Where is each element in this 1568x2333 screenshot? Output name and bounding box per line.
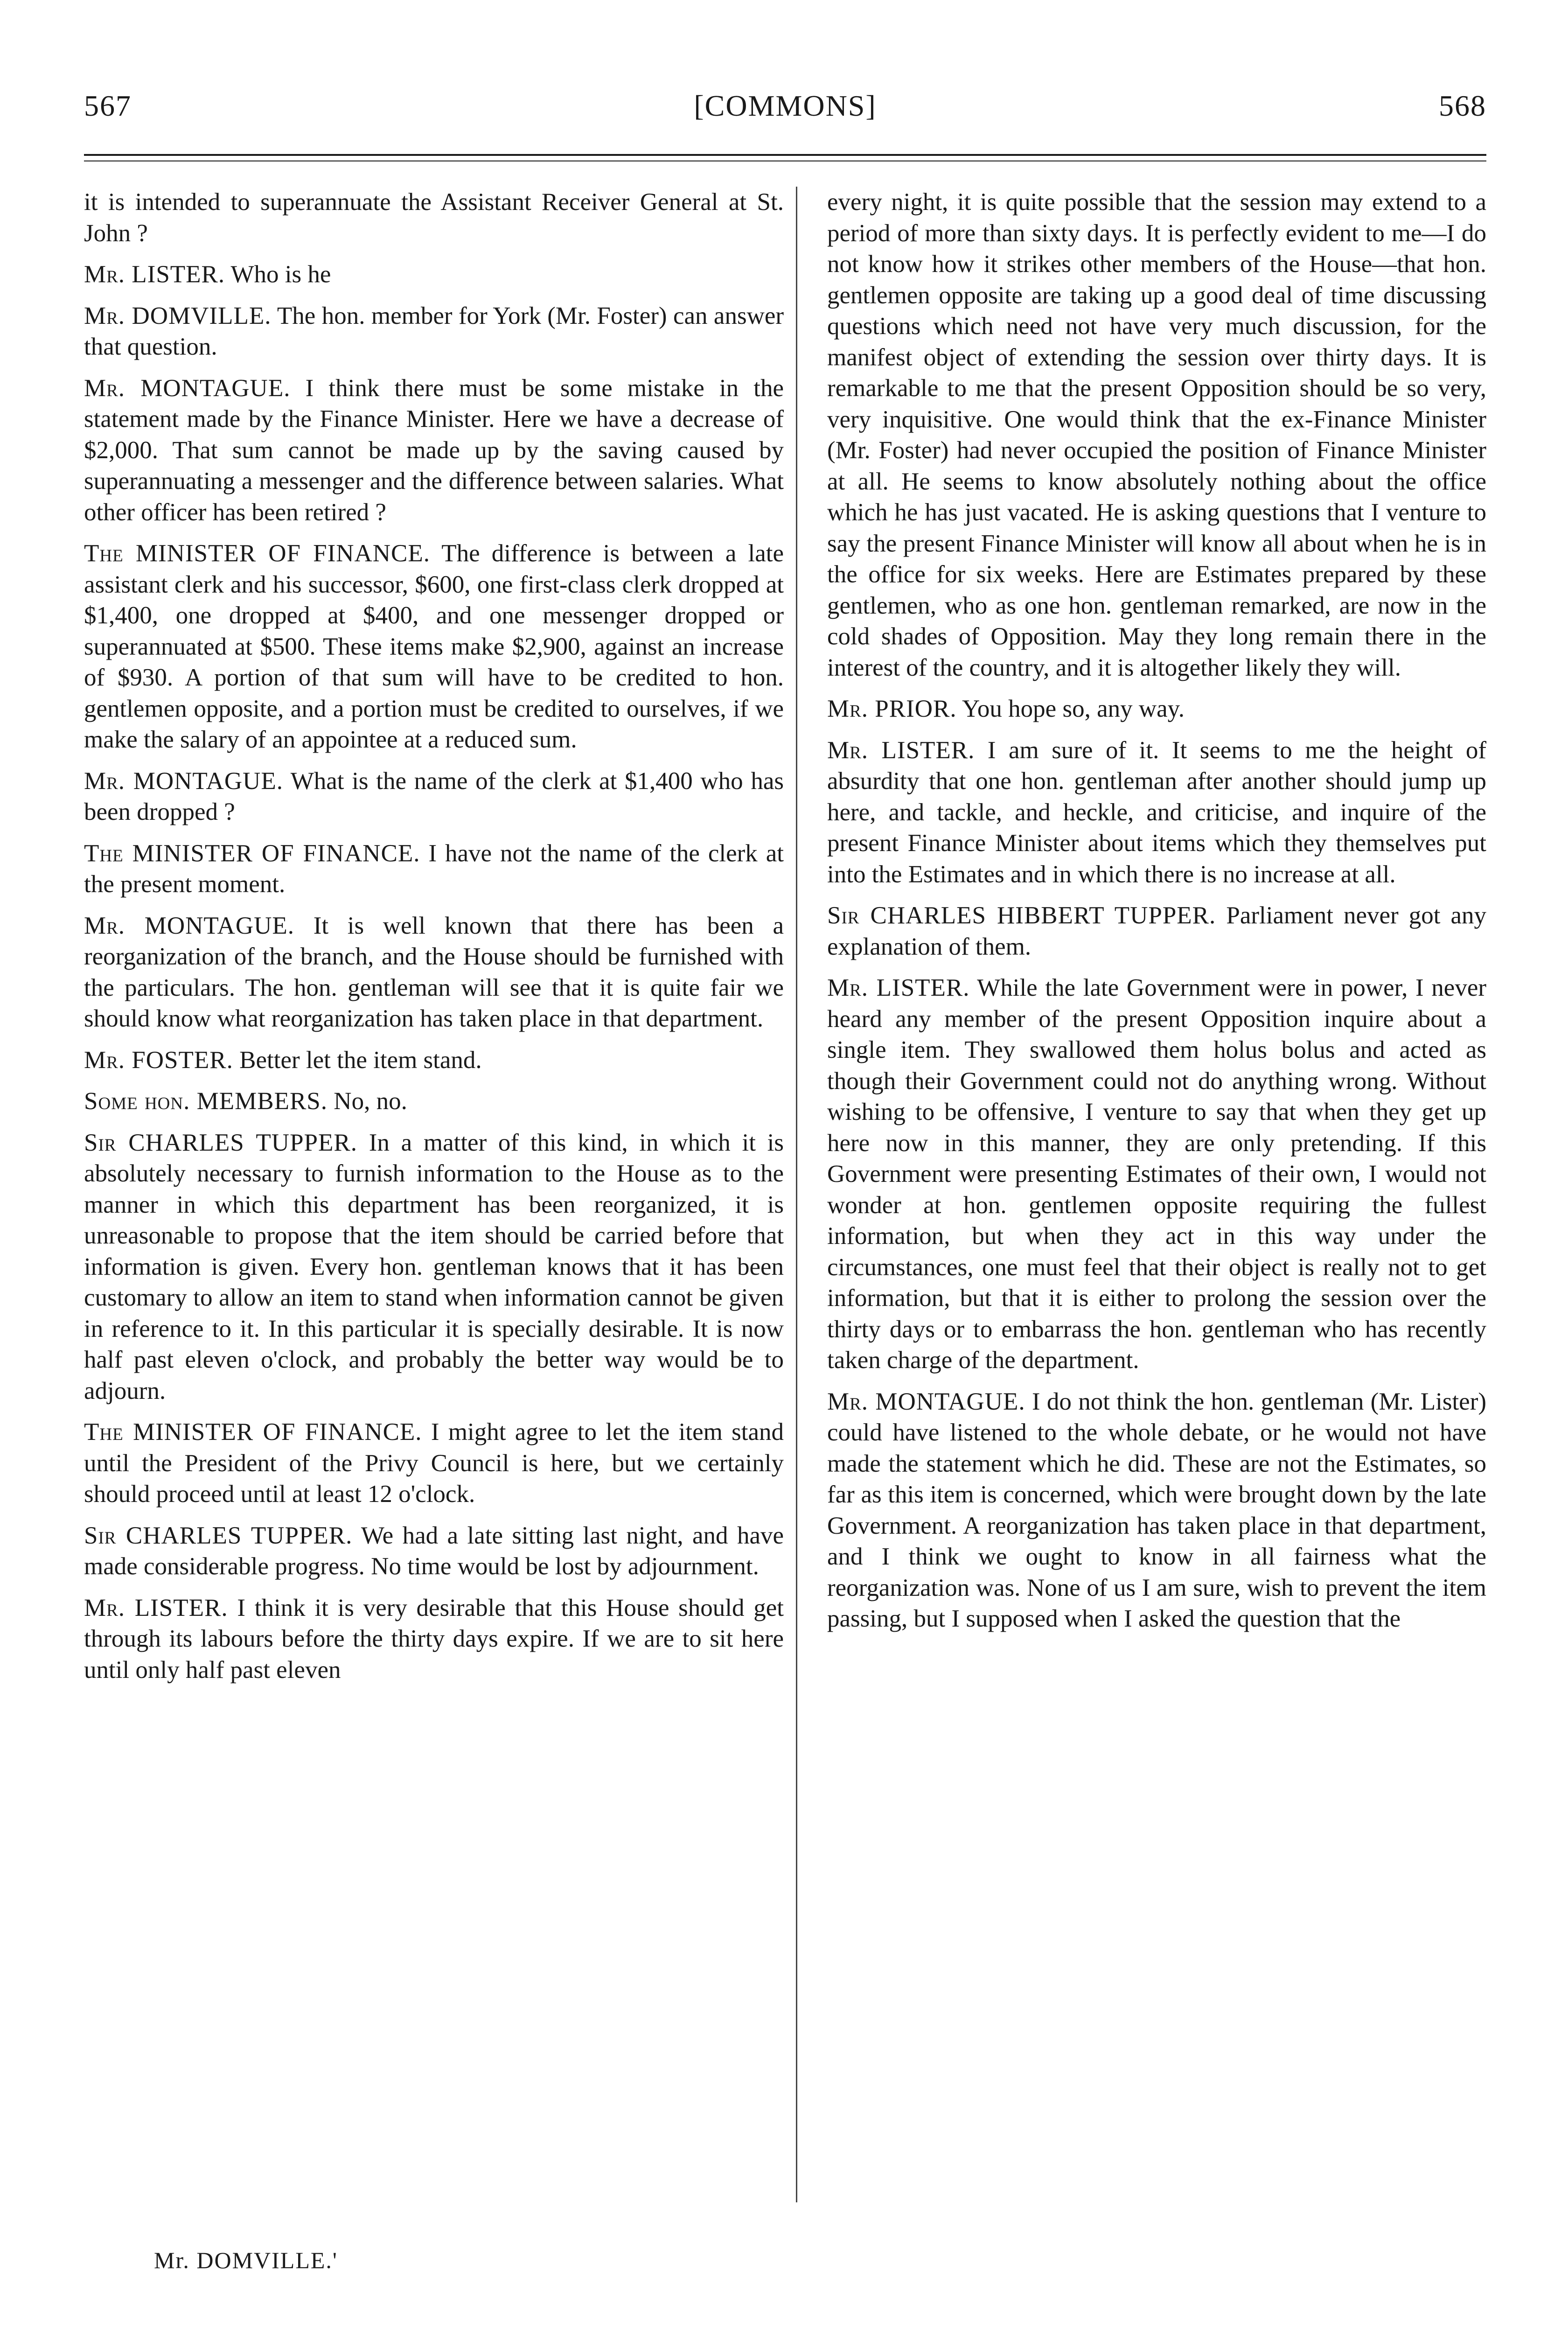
speech-text: It is well known that there has been a reorganization of the branch, and the House should be furnished with the particulars. The hon. gentleman will see that it is quite fair we should know what reorganization has taken place in that department. [84, 912, 784, 1032]
speech-paragraph [84, 300, 784, 363]
speech-text: I am sure of it. It seems to me the height of absurdity that one hon. gentleman after another should jump up here, and tackle, and heckle, and criticise, and inquire of the present Finance Minister about items which they themselves put into the Estimates and in which there is no increase at all. [827, 736, 1486, 888]
speech-text: Better let the item stand. [239, 1046, 482, 1074]
left-column [84, 187, 784, 1696]
speech-paragraph [827, 972, 1486, 1376]
speech-text: What is the name of the clerk at $1,400 who has been dropped ? [84, 767, 784, 825]
speaker-name: The MINISTER OF FINANCE. [84, 839, 420, 867]
speech-paragraph [827, 187, 1486, 683]
speech-text: I do not think the hon. gentleman (Mr. Lister) could have listened to the whole debate, or he would not have made the statement which he did. These are not the Estimates, so far as this item is concerned, which were brought down by the late Government. A reorganization has taken place in that department, and I think we ought to know in all fairness what the reorganization was. None of us I am sure, wish to prevent the item passing, but I supposed when I asked the question that the [827, 1388, 1487, 1632]
speaker-name: Sir CHARLES TUPPER. [84, 1522, 353, 1549]
speech-paragraph [84, 1127, 784, 1407]
page-header [84, 89, 1486, 140]
speaker-name: Mr. LISTER. [84, 261, 225, 288]
speech-text: In a matter of this kind, in which it is absolutely necessary to furnish information to the House as to the manner in which this department has been reorganized, it is unreasonable to propose that the item should be carried before that information is given. Every hon. gentleman knows that it has been customary to allow an item to stand when information cannot be given in reference to it. In this particular it is specially desirable. It is now half past eleven o'clock, and probably the better way would be to adjourn. [84, 1129, 784, 1404]
speech-text: every night, it is quite possible that the session may extend to a period of more than sixty days. It is perfectly evident to me—I do not know how it strikes other members of the House—that hon. gentlemen opposite are taking up a good deal of time discussing questions which need not have very much discussion, for the manifest object of extending the session over thirty days. It is remarkable to me that the present Opposition should be so very, very inquisitive. One would think that the ex-Finance Minister (Mr. Foster) had never occupied the position of Finance Minister at all. He seems to know absolutely nothing about the office which he has just vacated. He is asking questions that I venture to say the present Finance Minister will know all about when he is in the office for six weeks. Here are Estimates prepared by these gentlemen, who as one hon. gentleman remarked, are now in the cold shades of Opposition. May they long remain there in the interest of the country, and it is altogether likely they will. [827, 189, 1486, 681]
speech-text: Parliament never got any explanation of them. [827, 902, 1487, 960]
speaker-name: Mr. MONTAGUE. [827, 1388, 1025, 1415]
speaker-name: Mr. LISTER. [827, 974, 970, 1001]
speech-text: The hon. member for York (Mr. Foster) can answer that question. [84, 302, 784, 360]
speech-text: I think there must be some mistake in the statement made by the Finance Minister. Here we have a decrease of $2,000. That sum cannot be made up by the saving caused by superannuating a messenger and the difference between salaries. What other officer has been retired ? [84, 374, 784, 526]
speaker-name: Sir CHARLES HIBBERT TUPPER. [827, 902, 1216, 929]
speech-paragraph [827, 900, 1486, 962]
speaker-name: The MINISTER OF FINANCE. [84, 1418, 422, 1446]
speech-text: it is intended to superannuate the Assistant Receiver General at St. John ? [84, 189, 784, 247]
page-number-right: 568 [1439, 89, 1486, 122]
speaker-name: Mr. MONTAGUE. [84, 912, 294, 939]
speech-text: I have not the name of the clerk at the present moment. [84, 839, 784, 898]
speech-text: Who is he [230, 261, 331, 288]
speech-text: We had a late sitting last night, and have made considerable progress. No time would be lost by adjournment. [84, 1522, 784, 1580]
speech-text: The difference is between a late assistant clerk and his successor, $600, one first-class clerk dropped at $1,400, one dropped at $400, and one messenger dropped or superannuated at $500. These items make $2,900, against an increase of $930. A portion of that sum will have to be credited to hon. gentlemen opposite, and a portion must be credited to ourselves, if we make the salary of an appointee at a reduced sum. [84, 540, 784, 753]
speech-paragraph [84, 838, 784, 900]
running-title: [COMMONS] [694, 89, 877, 122]
speech-paragraph [84, 910, 784, 1034]
page-footer-signature: Mr. DOMVILLE.' [154, 2247, 338, 2273]
speech-text: No, no. [334, 1088, 407, 1115]
right-column [827, 187, 1486, 1645]
speaker-name: Some hon. MEMBERS. [84, 1088, 328, 1115]
speech-text: While the late Government were in power, I never heard any member of the present Opposition inquire about a single item. They swallowed them holus bolus and acted as though their Government could not do anything wrong. Without wishing to be offensive, I venture to say that when they get up here now in this manner, they are only pretending. If this Government were presenting Estimates of their own, I would not wonder at hon. gentlemen opposite requiring the fullest information, but when they act in this way under the circumstances, one must feel that their object is really not to get information, but that it is either to prolong the session over the thirty days or to embarrass the hon. gentleman who has recently taken charge of the department. [827, 974, 1486, 1374]
speech-paragraph [84, 1417, 784, 1510]
speech-paragraph [84, 1045, 784, 1076]
speech-paragraph [84, 766, 784, 828]
speech-paragraph [84, 538, 784, 755]
speech-paragraph [827, 1386, 1486, 1634]
speaker-name: Mr. LISTER. [827, 736, 975, 764]
speaker-name: Mr. DOMVILLE. [84, 302, 272, 329]
page-number-left: 567 [84, 89, 132, 122]
speech-text: I might agree to let the item stand until the President of the Privy Council is here, but we certainly should proceed until at least 12 o'clock. [84, 1418, 784, 1508]
speaker-name: Mr. LISTER. [84, 1594, 228, 1621]
speaker-name: Mr. MONTAGUE. [84, 374, 291, 402]
speaker-name: Sir CHARLES TUPPER. [84, 1129, 358, 1156]
speech-paragraph [827, 693, 1486, 725]
speech-paragraph [827, 735, 1486, 890]
header-rule-thick [84, 154, 1486, 156]
speech-paragraph [84, 187, 784, 249]
speech-paragraph [84, 259, 784, 290]
speech-paragraph [84, 1593, 784, 1686]
speaker-name: Mr. FOSTER. [84, 1046, 233, 1074]
column-divider [796, 187, 797, 2202]
speech-paragraph [84, 373, 784, 528]
speaker-name: The MINISTER OF FINANCE. [84, 540, 431, 567]
speech-text: I think it is very desirable that this House should get through its labours before the thirty days expire. If we are to sit here until only half past eleven [84, 1594, 784, 1683]
speech-paragraph [84, 1520, 784, 1582]
speech-text: You hope so, any way. [962, 695, 1185, 722]
speaker-name: Mr. MONTAGUE. [84, 767, 283, 795]
speech-paragraph [84, 1086, 784, 1117]
speaker-name: Mr. PRIOR. [827, 695, 957, 722]
